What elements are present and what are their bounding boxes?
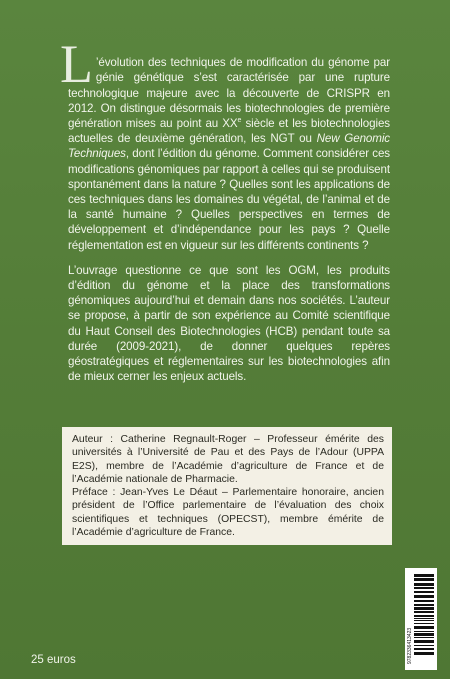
barcode-bar	[414, 645, 434, 646]
barcode-bar	[414, 615, 434, 617]
barcode-bar	[414, 637, 434, 638]
blurb-paragraph-1-text: ’évolution des techniques de modification du génome par génie génétique s’est caractérisée par une rupture technologique majeure avec la découverte de CRISPR en 2012. On distingue désormais les biotechnologies de première génération mises au point au XX	[68, 56, 390, 131]
blurb-paragraph-2: L’ouvrage questionne ce que sont les OGM, les produits d’édition du génome et la place des transformations génomiques aujourd’hui et demain dans nos sociétés. L’auteur se propose, à partir de son expérience au Comité scientifique du Haut Conseil des Biotechnologies (HCB) pendant toute sa durée (2009-2021), de donner quelques repères géostratégiques et réglementaires sur les biotechnologies afin de mieux cerner les enjeux actuels.	[68, 263, 390, 384]
barcode-bar	[414, 583, 434, 586]
barcode-bar	[414, 620, 434, 621]
barcode-bar	[414, 578, 434, 581]
author-credit: Auteur : Catherine Regnault-Roger – Professeur émérite des universités à l’Université de Pau et des Pays de l’Adour (UPPA E2S), membre de l’Académie d’agriculture de France et de l’Académie nationale de Pharmacie.	[72, 434, 384, 485]
price-label: 25 euros	[31, 654, 76, 666]
ngt-italic-term: New Genomic Techniques	[68, 132, 390, 161]
barcode-bar	[414, 633, 434, 636]
barcode-bar	[414, 591, 434, 593]
barcode-bar	[414, 618, 434, 619]
blurb-paragraph-1	[60, 34, 390, 253]
drop-cap: L	[60, 34, 93, 94]
barcode-bar	[414, 607, 434, 610]
barcode-bar	[414, 595, 434, 598]
isbn-barcode	[405, 568, 437, 670]
barcode-bar	[414, 604, 434, 606]
century-superscript: e	[237, 117, 242, 125]
barcode-bar	[414, 626, 434, 629]
credits-box	[62, 427, 392, 545]
blurb-paragraph-1-text-cont: siècle et les biotechnologies actuelles de deuxième génération, les NGT ou	[68, 117, 390, 146]
barcode-bar	[414, 623, 434, 624]
blurb	[60, 34, 390, 394]
barcode-graphic	[405, 568, 437, 670]
barcode-bar	[414, 640, 434, 643]
barcode-digits: 9782336413423	[407, 627, 413, 664]
barcode-bar	[414, 648, 434, 650]
barcode-bar	[414, 611, 434, 613]
barcode-bar	[414, 631, 434, 632]
barcode-bar	[414, 587, 434, 589]
barcode-bar	[414, 574, 434, 577]
barcode-bar	[414, 600, 434, 602]
blurb-paragraph-1-text-end: , dont l’édition du génome. Comment considérer ces modifications génomiques par rapport à celles qui se produisent spontanément dans la nature ? Quelles sont les applications de ces techniques dans les domaines du végétal, de l’animal et de la santé humaine ? Quelles perspectives en termes de développement et d’indépendance pour les pays ? Quelle réglementation est en vigueur sur les différents continents ?	[68, 147, 390, 252]
preface-credit: Préface : Jean-Yves Le Déaut – Parlementaire honoraire, ancien président de l’Office parlementaire de l’évaluation des choix scientifiques et techniques (OPECST), membre émérite de l’Académie d’agriculture de France.	[72, 487, 384, 539]
barcode-bar	[414, 652, 434, 655]
